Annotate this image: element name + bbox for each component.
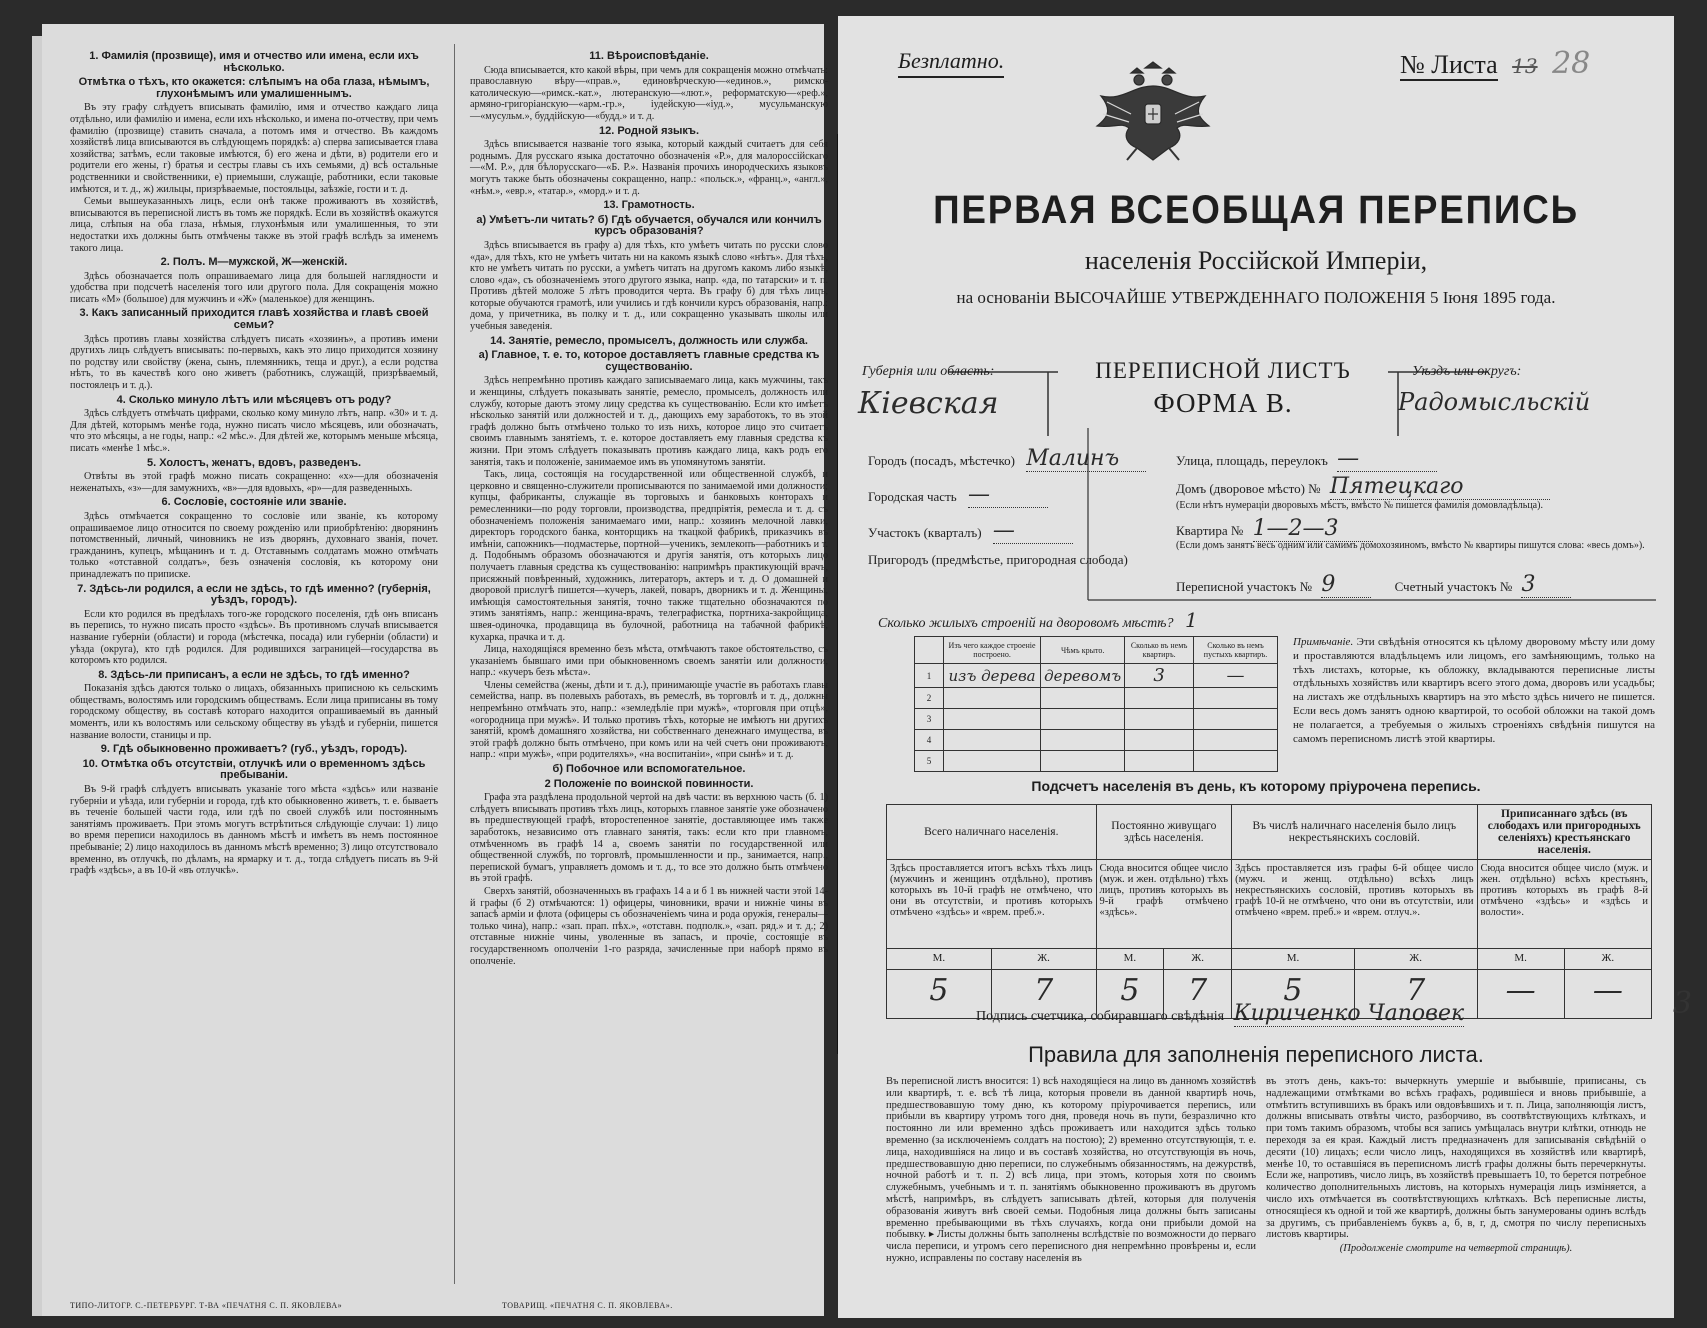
enumerator-signature-field [976, 1001, 1464, 1027]
section-field [868, 518, 1073, 544]
street-value: — [1337, 446, 1437, 472]
table-cell [1194, 751, 1278, 772]
form-letter: ФОРМА В. [1153, 388, 1293, 418]
note-text: Эти свѣдѣнія относятся къ цѣлому дворовому мѣсту или дому и проставляются владѣльцемъ или лицомъ, его замѣняющимъ, только на тѣхъ листахъ, которые, къ обложку, вкладываются переписные листы отдѣльныхъ хозяйствъ или квартиръ всего этого дома, дворовъ или усадьбы; на листахъ же отдѣльныхъ квартиръ на это мѣсто здѣсь ничего не пишется. Если весь домъ занятъ одною квартирой, то особой обложки на такой домъ не полагается, а требуемыя о жилыхъ строеніяхъ свѣдѣнія пишутся на самомъ переписномъ листѣ этой квартиры. [1293, 636, 1656, 745]
census-legal-basis: на основаніи ВЫСОЧАЙШЕ УТВЕРЖДЕННАГО ПОЛОЖЕНІЯ 5 Іюня 1895 года. [956, 288, 1556, 307]
instruction-heading: Отмѣтка о тѣхъ, кто окажется: слѣпымъ на оба глаза, нѣмымъ, глухонѣмымъ или умалишеннымъ. [78, 76, 430, 100]
instruction-heading: 3. Какъ записанный приходится главѣ хозяйства и главѣ своей семьи? [79, 307, 429, 332]
buildings-note [1293, 636, 1655, 746]
instruction-paragraph: Въ эту графу слѣдуетъ вписывать фамилію, имя и отчество каждаго лица отдѣльно, или фамилію и имена, если ихъ нѣсколько, и имена по-отчеству, при чемъ фамилію (прозвище) ставить сначала, а потомъ имя и отчество. Въ каждомъ хозяйствѣ лица вписываются въ слѣдующемъ порядкѣ: а) сперва записывается глава хозяйства; затѣмъ, если таковые имѣются, б) его жена и дѣти, в) родители его и родители его жены, г) братья и сестры главы съ ихъ семьями, д) всѣ остальные родственники и свойственники, е) приемыши, служащіе, работники, если таковые имѣются, и т. д., ж) жильцы, призрѣваемые, постояльцы, заѣзжіе, гости и т. д. [70, 102, 438, 195]
table-row [915, 730, 1278, 751]
imperial-eagle-emblem-icon [1093, 56, 1213, 166]
signature-value: Кириченко Чаповек [1233, 1001, 1465, 1026]
tally-value: 5 [887, 970, 992, 1019]
bld-col-no [915, 637, 944, 664]
instruction-paragraph: Сюда вписывается, кто какой вѣры, при чемъ для сокращенія можно отмѣчать: православную вѣру—«прав.», единовѣрческую—«единов.», римско-католическую—«римск.-кат.», лютеранскую—«лют.», реформатскую—«реф.», армяно-григоріанскую—«арм.-гр.», іудейскую—«іуд.», мусульманскую—«мусульм.», буддійскую—«будд.» и т. д. [470, 64, 828, 122]
tally-text-peasant: Сюда вносится общее число (муж. и жен. отдѣльно) всѣхъ крестьянъ, противъ которыхъ въ графѣ 8-й отмѣчено «здѣсь» и «здѣсь и волости». [1477, 860, 1652, 949]
instruction-heading: 2 Положеніе по воинской повинности. [544, 777, 754, 790]
instruction-paragraph: Графа эта раздѣлена продольной чертой на двѣ части: въ верхнюю часть (б. 1) слѣдуетъ вписывать противъ тѣхъ лицъ, которыхъ главное занятіе уже обозначено въ предшествующей графѣ, второстепенное занятіе, доставляющее имъ также заработокъ, независимо отъ главнаго занятія, такъ: если кто при главномъ, отмѣченномъ въ графѣ 14 а, своемъ занятіи по государственной или общественной службѣ, по торговлѣ, промышленности и пр., занимается, напр., перепиской бумагъ, управляетъ домомъ и т. д., то все это должно быть отмѣчено въ этой графѣ. [470, 792, 828, 885]
right-page-census-form [838, 16, 1693, 1318]
instruction-heading: 12. Родной языкъ. [598, 124, 699, 137]
apartment-field [1176, 516, 1373, 542]
instruction-heading: 6. Сословіе, состояніе или званіе. [161, 496, 347, 509]
instruction-heading: 2. Полъ. М—мужской, Ж—женскій. [160, 256, 348, 269]
margin-mark: 3 [1673, 986, 1693, 1021]
instruction-heading: б) Побочное или вспомогательное. [552, 763, 746, 776]
signature-label: Подпись счетчика, собиравшаго свѣдѣнія [976, 1009, 1225, 1024]
table-cell [1125, 730, 1194, 751]
table-cell [944, 688, 1041, 709]
census-section-label: Переписной участокъ № [1176, 579, 1313, 594]
instruction-paragraph: Сверхъ занятій, обозначенныхъ въ графахъ 14 а и б 1 въ нижней части этой 14-й графы (б 2) отмѣчаются: 1) офицеры, чиновники, врачи и нижніе чины въ запасѣ арміи и флота (офицеры съ обозначеніемъ чина и рода оружія, генералы—только чина), напр.: «зап. прап. пѣх.», «отставн. подполк.», «зап. ряд.» и т. д.; 2) отставные нижніе чины, уволенные въ запасъ, и прочіе, состоящіе въ государственномъ ополченіи 1-го разряда, зачисленные при наборѣ прямо въ ополченіе. [470, 885, 828, 967]
tally-value: 7 [1354, 970, 1477, 1019]
bld-col-empty: Сколько въ немъ пустыхъ квартиръ. [1194, 637, 1278, 664]
section-label: Участокъ (кварталъ) [868, 525, 982, 540]
instructions-column-2 [470, 48, 828, 968]
instruction-paragraph: Лица, находящіяся временно безъ мѣста, отмѣчаютъ такое обстоятельство, съ указаніемъ бывшаго ими при обыкновенномъ своемъ занятіи или должности, напр.: «кучеръ безъ мѣста». [470, 644, 828, 679]
house-label: Домъ (дворовое мѣсто) № [1176, 481, 1321, 496]
instruction-heading: 10. Отмѣтка объ отсутствіи, отлучкѣ или о временномъ здѣсь пребываніи. [82, 757, 426, 782]
rules-column-right [1266, 1076, 1646, 1255]
buildings-field [878, 608, 1198, 632]
instruction-heading: 13. Грамотность. [603, 199, 695, 212]
tally-sex-f: Ж. [1354, 949, 1477, 970]
instruction-heading: 4. Сколько минуло лѣтъ или мѣсяцевъ отъ роду? [116, 393, 392, 406]
instructions-column-1 [70, 48, 438, 878]
instruction-heading: 7. Здѣсь-ли родился, а если не здѣсь, то гдѣ именно? (губернія, уѣздъ, городъ). [77, 582, 431, 607]
section-value: — [993, 518, 1073, 544]
table-cell [1194, 688, 1278, 709]
table-cell: 4 [915, 730, 944, 751]
house-value: Пятецкаго [1330, 474, 1550, 500]
sheet-edge [32, 36, 42, 1316]
apartment-note: (Если домъ занятъ весь одним или самимъ домохозяиномъ, вмѣсто № квартиры пишутся слова: «весь домъ»). [1176, 540, 1645, 551]
buildings-value: 1 [1185, 608, 1198, 632]
tally-sex-m: М. [1232, 949, 1355, 970]
instruction-paragraph: Здѣсь непремѣнно противъ каждаго записываемаго лица, какъ мужчины, такъ и женщины, слѣдуетъ показывать занятіе, ремесло, промыселъ, должность или службу, которые даютъ этому лицу средства къ существованію. Если кто имѣетъ нѣсколько занятій или должностей и т. д., дающихъ ему заработокъ, то въ этой графѣ должно быть отмѣчено только то изъ нихъ, которое лицо это считаетъ своимъ главнымъ занятіемъ, т. е. которое доставляетъ ему главныя средства къ жизни. При этомъ слѣдуетъ показывать противъ каждаго лица, какъ родъ его занятія, такъ и положеніе, занимаемое имъ въ упомянутомъ занятіи. [470, 375, 828, 468]
city-part-label: Городская часть [868, 489, 957, 504]
table-cell: 1 [915, 664, 944, 688]
district-label: Уѣздъ или округъ: [1412, 364, 1522, 379]
printer-imprint-right: ТОВАРИЩ. «ПЕЧАТНЯ С. П. ЯКОВЛЕВА». [502, 1301, 673, 1310]
bld-col-material: Изъ чего каждое строеніе построено. [944, 637, 1041, 664]
table-cell: 3 [915, 709, 944, 730]
instruction-heading: 9. Гдѣ обыкновенно проживаетъ? (губ., уѣздъ, городъ). [100, 743, 408, 756]
instruction-paragraph: Семьи вышеуказанныхъ лицъ, если онѣ также проживаютъ въ хозяйствѣ, вписываются въ переписной листъ въ томъ же порядкѣ. Если въ хозяйствѣ окажутся лица, слѣпыя на оба глаза, нѣмыя, глухонѣмыя или умалишенныя, то эти недостатки ихъ должны быть отмѣчены также въ этой графѣ вслѣдъ за именемъ такого лица. [70, 196, 438, 254]
suburb-label: Пригородъ (предмѣстье, пригородная слобода) [868, 552, 1128, 567]
tally-text-present: Здѣсь проставляется итогъ всѣхъ тѣхъ лицъ (мужчинъ и женщинъ отдѣльно), противъ которыхъ въ 10-й графѣ не отмѣчено, что они въ отсутствіи, и противъ которыхъ отмѣчено «здѣсь» и «врем. преб.». [887, 860, 1097, 949]
table-row [915, 664, 1278, 688]
instruction-heading: 8. Здѣсь-ли приписанъ, а если не здѣсь, то гдѣ именно? [98, 668, 410, 681]
instruction-heading: 14. Занятіе, ремесло, промыселъ, должность или служба. [490, 334, 808, 347]
instruction-paragraph: Въ 9-й графѣ слѣдуетъ вписывать указаніе того мѣста «здѣсь» или названіе губерніи и уѣзда, или губерніи и города, гдѣ кто обыкновенно живетъ, т. е. бываетъ въ теченіе большей части года, или гдѣ по своей службѣ или постояннымъ занятіямъ проживаетъ. При этомъ могутъ встрѣтиться слѣдующіе случаи: 1) лицо во время переписи находилось въ данномъ мѣстѣ и имѣетъ въ немъ постоянное пребываніе; 2) лицо находилось въ данномъ мѣстѣ временно; 3) лицо отсутствовало временно, въ отлучкѣ, по дѣламъ, на ярмарку и т. д., тогда слѣдуетъ писать въ 9-й графѣ «здѣсь», а въ 10-й «въ отлучкѣ». [70, 784, 438, 877]
table-row [915, 688, 1278, 709]
table-cell [1194, 730, 1278, 751]
form-heading: ПЕРЕПИСНОЙ ЛИСТЪ [1095, 358, 1351, 383]
census-title: ПЕРВАЯ ВСЕОБЩАЯ ПЕРЕПИСЬ [933, 188, 1579, 232]
province-value: Кіевская [858, 386, 999, 421]
table-cell [1041, 730, 1125, 751]
table-cell [1041, 709, 1125, 730]
instruction-heading: 1. Фамилія (прозвище), имя и отчество или имена, если ихъ нѣсколько. [89, 50, 419, 74]
printer-imprint-left: ТИПО-ЛИТОГР. С.-ПЕТЕРБУРГ. Т-ВА «ПЕЧАТНЯ С. П. ЯКОВЛЕВА» [70, 1301, 343, 1310]
suburb-field [868, 552, 1128, 568]
tally-text-resident: Сюда вносится общее число (муж. и жен. отдѣльно) тѣхъ лицъ, противъ которыхъ въ 9-й графѣ отмѣчено «здѣсь». [1096, 860, 1232, 949]
count-section-label: Счетный участокъ № [1394, 579, 1513, 594]
instruction-paragraph: Здѣсь вписывается названіе того языка, который каждый считаетъ для себя роднымъ. Для русскаго языка достаточно обозначенія «Р.», для малороссійскаго—«М. Р.», для бѣлорусскаго—«Б. Р.». Названія прочихъ инородческихъ языковъ могутъ также быть обозначены сокращенно, напр.: «польск.», «франц.», «англ.», «нѣм.», «евр.», «татар.», «морд.» и т. д. [470, 139, 828, 197]
instruction-paragraph: Если кто родился въ предѣлахъ того-же городского поселенія, гдѣ онъ вписанъ въ перепись, то нужно писать просто «здѣсь». Въ противномъ случаѣ вписывается название губерніи (области) и города (мѣстечка, посада) или губерніи (области) и уѣзда (округа), кто гдѣ родился. Для родившихся заграницей—государства въ которомъ кто родился. [70, 608, 438, 667]
tally-sex-f: Ж. [991, 949, 1096, 970]
rules-title: Правила для заполненія переписного листа. [1028, 1042, 1484, 1067]
apartment-label: Квартира № [1176, 523, 1244, 538]
table-cell [944, 751, 1041, 772]
apartment-value: 1—2—3 [1253, 516, 1373, 542]
tally-head-resident: Постоянно живущаго здѣсь населенія. [1096, 805, 1232, 860]
tally-sex-m: М. [1477, 949, 1564, 970]
city-label: Городъ (посадъ, мѣстечко) [868, 453, 1015, 468]
table-cell: 5 [915, 751, 944, 772]
census-section-field [1176, 572, 1571, 598]
instruction-paragraph: Здѣсь противъ главы хозяйства слѣдуетъ писать «хозяинъ», а противъ имени другихъ лицъ слѣдуетъ вписывать: по-первыхъ, какъ это лицо приходится хозяину по родству или свойству (жена, сынъ, племянникъ, теща и друг.), а если родства нѣтъ, то въ качествѣ кого оно живетъ (работникъ, служащій, призрѣваемый, постоялецъ и т. д.). [70, 333, 438, 392]
table-cell [1125, 709, 1194, 730]
house-field [1176, 474, 1550, 500]
tally-text-nonpeasant: Здѣсь проставляется изъ графы 6-й общее число (мужч. и женщ. отдѣльно) всѣхъ лицъ некрестьянскихъ сословій, противъ которыхъ въ графѣ 10-й не отмѣчено, что они въ отсутствіи, или отмѣчено «врем. преб.» и «врем. отлуч.». [1232, 860, 1477, 949]
tally-sex-m: М. [1096, 949, 1164, 970]
house-note: (Если нѣтъ нумераціи дворовыхъ мѣстъ, вмѣсто № пишется фамилія домовладѣльца). [1176, 500, 1543, 511]
instruction-paragraph: Здѣсь слѣдуетъ отмѣчать цифрами, сколько кому минуло лѣтъ, напр. «30» и т. д. Для дѣтей, которымъ менѣе года, нужно писать число мѣсяцевъ, или обозначать, что это мѣсяцы, а не годы, напр.: «2 мѣс.». Для дѣтей же, которымъ меньше мѣсяца, писать «менѣе 1 мѣс.». [70, 408, 438, 454]
table-cell [1194, 709, 1278, 730]
table-cell [1125, 751, 1194, 772]
city-part-field [868, 482, 1048, 508]
table-cell: 3 [1125, 664, 1194, 688]
free-of-charge-label: Безплатно. [898, 48, 1004, 78]
instruction-paragraph: Здѣсь обозначается полъ опрашиваемаго лица для большей наглядности и удобства при подсчетѣ населенія того или другого пола. Для сокращенія можно писать «М» (большое) для мужчинъ и «Ж» (маленькое) для женщинъ. [70, 270, 438, 305]
bld-col-roof: Чѣмъ крыто. [1041, 637, 1125, 664]
table-cell [944, 709, 1041, 730]
census-section-value: 9 [1321, 572, 1371, 598]
tally-head-peasant: Приписаннаго здѣсь (въ слободахъ или пригородныхъ селеніяхъ) крестьянскаго населенія. [1477, 805, 1652, 860]
sheet-number-handwritten: 28 [1552, 46, 1591, 81]
table-cell [1125, 688, 1194, 709]
table-cell [1041, 751, 1125, 772]
instruction-paragraph: Показанія здѣсь даются только о лицахъ, обязанныхъ приписною къ сельскимъ обществамъ, волостямъ или городскимъ обществамъ. Если лица приписаны въ тому городскому обществу, въ составѣ котораго находится опрашиваемый въ данный моментъ, или къ волостямъ или сельскому обществу въ уѣздѣ и губерніи, пишется название волости, станицы и пр. [70, 683, 438, 741]
table-row [915, 751, 1278, 772]
buildings-label: Сколько жилыхъ строеній на дворовомъ мѣстѣ? [878, 616, 1174, 631]
tally-value: — [1564, 970, 1651, 1019]
tally-table [886, 804, 1652, 1019]
sheet-number-label: № Листа [1400, 50, 1498, 79]
tally-value: 5 [1232, 970, 1355, 1019]
street-label: Улица, площадь, переулокъ [1176, 453, 1328, 468]
instruction-paragraph: Члены семейства (жены, дѣти и т. д.), принимающіе участіе въ работахъ главы семейства, напр. въ полевыхъ работахъ, въ ремеслѣ, въ торговлѣ и т. д., должны непремѣнно отмѣчать это, напр.: «земледѣліе при мужѣ», «торговля при отцѣ», «огородница при мужѣ». И только противъ тѣхъ, которые не имѣютъ ни другихъ занятій, кромѣ домашняго хозяйства, ни собственнаго денежнаго имущества, въ этой графѣ должно быть отмѣчено, при комъ или на чей счетъ они проживаютъ, напр.: «при мужѣ», «при родителяхъ», «на воспитаніи», «при сынѣ» и т. д. [470, 679, 828, 761]
instruction-paragraph: Отвѣты въ этой графѣ можно писать сокращенно: «х»—для обозначенія неженатыхъ, «з»—для замужнихъ, «в»—для вдовыхъ, «р»—для разведенныхъ. [70, 471, 438, 494]
table-cell: 2 [915, 688, 944, 709]
sheet-number [1400, 46, 1590, 81]
city-part-value: — [968, 482, 1048, 508]
count-section-value: 3 [1521, 572, 1571, 598]
note-title: Примѣчаніе. [1293, 636, 1354, 648]
rules-right-text: въ этотъ день, какъ-то: вычеркнуть умершіе и выбывшіе, приписаны, съ надлежащими отмѣтками во всѣхъ графахъ, родившіеся и вновь прибывшіе, а отмѣтить вступившихъ въ бракъ или овдовѣвшихъ и т. п. Лица, заполняющія листъ, должны вписывать отвѣты чисто, разборчиво, въ соотвѣтствующихъ клѣткахъ, и при томъ такимъ образомъ, чтобы вся запись умѣщалась внутри клѣтки, отнюдь не переходя за ея края. Каждый листъ предназначенъ для записыванія свѣдѣній о десяти (10) лицахъ; если число лицъ, находящихся въ хозяйствѣ или квартирѣ, менѣе 10, то оставшіяся въ переписномъ листѣ графы должны быть перечеркнуты. Если же, напротивъ, число лицъ, въ хозяйствѣ превышаетъ 10, то берется потребное количество дополнительныхъ листовъ, на которыхъ нумерація лицъ изміняется, а число ихъ отмѣчается въ соотвѣтствующихъ клѣткахъ. Всѣ переписные листы, относящіеся къ одной и той же квартирѣ, должны быть занумерованы одинъ вслѣдъ за другимъ, съ прибавленіемъ буквъ а, б, в, г, д, смотря по числу переписныхъ листовъ квартиры. [1266, 1076, 1646, 1241]
rules-continued: (Продолженіе смотрите на четвертой страницѣ). [1339, 1243, 1573, 1255]
bld-col-apts: Сколько въ немъ квартиръ. [1125, 637, 1194, 664]
table-cell: — [1194, 664, 1278, 688]
buildings-table [914, 636, 1278, 772]
district-value: Радомысльскій [1398, 388, 1591, 416]
table-row [915, 709, 1278, 730]
tally-head-nonpeasant: Въ числѣ наличнаго населенія было лицъ некрестьянскихъ сословій. [1232, 805, 1477, 860]
city-field [868, 446, 1146, 472]
tally-value: 7 [1164, 970, 1232, 1019]
instruction-heading: 11. Вѣроисповѣданіе. [589, 50, 709, 62]
tally-sex-m: М. [887, 949, 992, 970]
instruction-heading: 5. Холостъ, женатъ, вдовъ, разведенъ. [146, 456, 362, 469]
table-cell: изъ дерева [944, 664, 1041, 688]
street-field [1176, 446, 1437, 472]
tally-head-present: Всего наличнаго населенія. [887, 805, 1097, 860]
tally-value: — [1477, 970, 1564, 1019]
instruction-heading: а) Умѣетъ-ли читать? б) Гдѣ обучается, обучался или кончилъ курсъ образованія? [476, 213, 822, 238]
tally-sex-f: Ж. [1164, 949, 1232, 970]
column-divider [454, 44, 455, 1284]
city-value: Малинъ [1026, 446, 1146, 472]
sheet-number-value: 13 [1512, 54, 1538, 78]
table-cell [1041, 688, 1125, 709]
tally-value: 7 [991, 970, 1096, 1019]
census-subtitle: населенія Россійской Имперіи, [1084, 246, 1428, 275]
instruction-paragraph: Здѣсь отмѣчается сокращенно то сословіе или званіе, къ которому опрашиваемое лицо относится по своему рожденію или приобрѣтенію: дворянинъ потомственный, личный, чиновникъ не изъ дворянъ, духовнаго званія, почет. гражданинъ, купецъ, мѣщанинъ и т. д. Отставнымъ солдатамъ можно отмѣчать только «отставной солдатъ», безъ означенія сословія, къ которому они принадлежатъ по приписке. [70, 510, 438, 580]
tally-title: Подсчетъ населенія въ день, къ которому пріурочена перепись. [1031, 778, 1481, 794]
tally-sex-f: Ж. [1564, 949, 1651, 970]
left-page-instructions [42, 24, 828, 1316]
instruction-paragraph: Такъ, лица, состоящія на государственной или общественной службѣ, и церковно и священно-служители прописываются по занимаемой ими должности; купцы, фабриканты, служащіе въ торговыхъ и банковыхъ конторахъ и ремесленники—по роду торговли, производства, предпріятія, ремесла и т. д. съ обозначеніемъ положенія занимаемаго ими, напр.: хозяинъ мелочной лавки, директоръ городского банка, конторщикъ на ткацкой фабрикѣ, приказчикъ въ имѣніи, сапожникъ—подмастерье, портной—ученикъ, землекопъ—работникъ и т. д. Подобнымъ образомъ обозначаются и другія занятія, отъ которыхъ лицо получаетъ главныя средства къ существованію: напримѣръ практикующій врачъ, присяжный повѣренный, художникъ, литераторъ, актеръ и т. д. О домашней и дворовой прислугѣ пишется—кучеръ, лакей, поваръ, дворникъ и т. д. Женщины, имѣющія самостоятельныя занятія, точно также тщательно обозначаются по этимъ занятіямъ, напр.: женщина-врачъ, телеграфистка, портниха-закройщица, швея-одиночка, продавщица въ булочной, работница на табачной фабрикѣ, кухарка, прачка и т. д. [470, 469, 828, 643]
instruction-heading: а) Главное, т. е. то, которое доставляетъ главные средства къ существованію. [478, 349, 820, 373]
table-cell [944, 730, 1041, 751]
province-label: Губернія или область: [862, 364, 995, 379]
rules-column-left: Въ переписной листъ вносится: 1) всѣ находящіеся на лицо въ данномъ хозяйствѣ или квартирѣ, т. е. всѣ тѣ лица, которыя провели въ данной квартирѣ ночь, предшествовавшую тому дню, къ которому пріурочивается перепись, или прибыли въ квартиру утромъ того дня, проведя ночь въ пути, безразлично кто постоянно ли или временно здѣсь проживаетъ или находится здѣсь только временно (за исключеніемъ солдатъ на постою); 2) временно отсутствующія, т. е. лица, находившіяся на лицо и въ составѣ хозяйства, но отсутствующія въ ночь, предшествовавшую дню переписи, по служебнымъ обязанностямъ, на дежурствѣ, ночной работѣ и т. п. 2) всѣ лица, при этомъ, которыя хотя по своимъ служебнымъ, учебнымъ и т. п. занятіямъ обыкновенно проживаютъ въ другомъ мѣстѣ, напримѣръ, въ слѣдуетъ записывать дѣтей, которыя для полученія образованія живутъ внѣ своей семьи. Подобныя лица должны быть записаны временно пребывающими въ тѣхъ случаяхъ, когда они прибыли домой на побывку. ▸ Листы должны быть заполнены вслѣдствіе по возможности до перваго числа переписи, и утромъ сего переписного дня непремѣнно провѣрены и, если нужно, исправлены по составу населенія въ [886, 1076, 1256, 1264]
table-cell: деревомъ [1041, 664, 1125, 688]
tally-value: 5 [1096, 970, 1164, 1019]
instruction-paragraph: Здѣсь вписывается въ графу а) для тѣхъ, кто умѣетъ читать по русски слово «да», для тѣхъ, кто не умѣетъ читать ни на какомъ языкѣ слово «нѣтъ». Для тѣхъ, кто не умѣетъ читать по русски, а умѣетъ читать на другомъ какомъ либо языкѣ, слово «да», съ обозначеніемъ этого другого языка, напр. «да, по татарски» и т. п. Противъ дѣтей моложе 5 лѣтъ проводится черта. Въ графу б) для тѣхъ лицъ, которые обучаются грамотѣ, или учились и гдѣ кончили курсъ образованія, напр.: дома, у причетника, въ полку и т. д., или сокращенно указывать школы или учебныя заведенія. [470, 239, 828, 333]
